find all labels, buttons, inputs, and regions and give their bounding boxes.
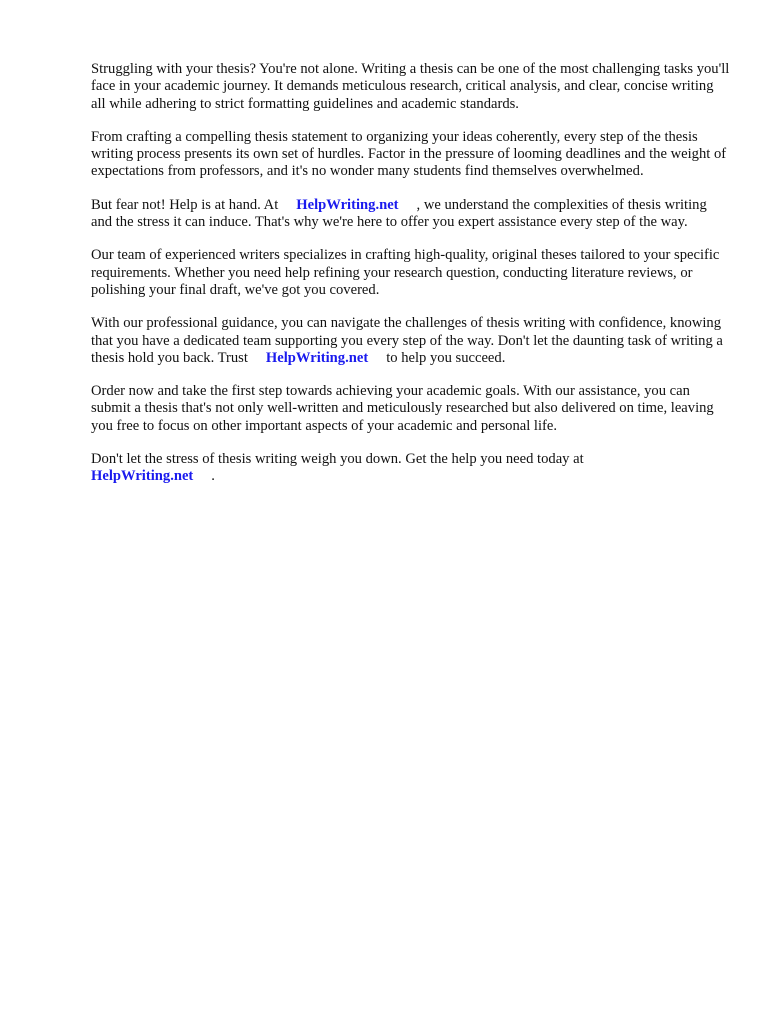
paragraph-guidance-text-after: to help you succeed. [386, 349, 506, 366]
helpwriting-link[interactable]: HelpWriting.net [296, 196, 399, 213]
paragraph-team: Our team of experienced writers specializes in crafting high-quality, original theses tailored to your specific requirements. Whether you need help refining your research question, conducting literature reviews, or polishing your final draft, we've got you covered. [91, 247, 720, 298]
paragraph-intro: Struggling with your thesis? You're not alone. Writing a thesis can be one of the most challenging tasks you'll face in your academic journey. It demands meticulous research, critical analysis, and clear, concise writing all while adhering to strict formatting guidelines and academic standards. [91, 61, 730, 112]
paragraph-challenges: From crafting a compelling thesis statement to organizing your ideas coherently, every step of the thesis writing process presents its own set of hurdles. Factor in the pressure of looming deadlines and the weight of expectations from professors, and it's no wonder many students find themselves overwhelmed. [91, 128, 727, 180]
paragraph-help-at-hand-text-before: But fear not! Help is at hand. At [91, 196, 279, 213]
paragraph-guidance [91, 315, 731, 367]
paragraph-help-at-hand [91, 197, 731, 232]
paragraph-closing-text-after: . [211, 468, 215, 485]
paragraph-guidance-text-before: With our professional guidance, you can navigate the challenges of thesis writing with confidence, knowing that you have a dedicated team supporting you every step of the way. Don't let the daunting task of writing a thesis hold you back. Trust [91, 315, 723, 366]
document-body [91, 61, 731, 502]
paragraph-help-at-hand-text-after: , we understand the complexities of thesis writing and the stress it can induce. That's why we're here to offer you expert assistance every step of the way. [91, 196, 707, 231]
helpwriting-link[interactable]: HelpWriting.net [91, 468, 194, 485]
paragraph-closing [91, 451, 731, 486]
helpwriting-link[interactable]: HelpWriting.net [265, 349, 369, 366]
paragraph-closing-text-before: Don't let the stress of thesis writing weigh you down. Get the help you need today at [91, 451, 584, 468]
paragraph-order-now: Order now and take the first step towards achieving your academic goals. With our assistance, you can submit a thesis that's not only well-written and meticulously researched but also delivered on time, leaving you free to focus on other important aspects of your academic and personal life. [91, 383, 714, 434]
